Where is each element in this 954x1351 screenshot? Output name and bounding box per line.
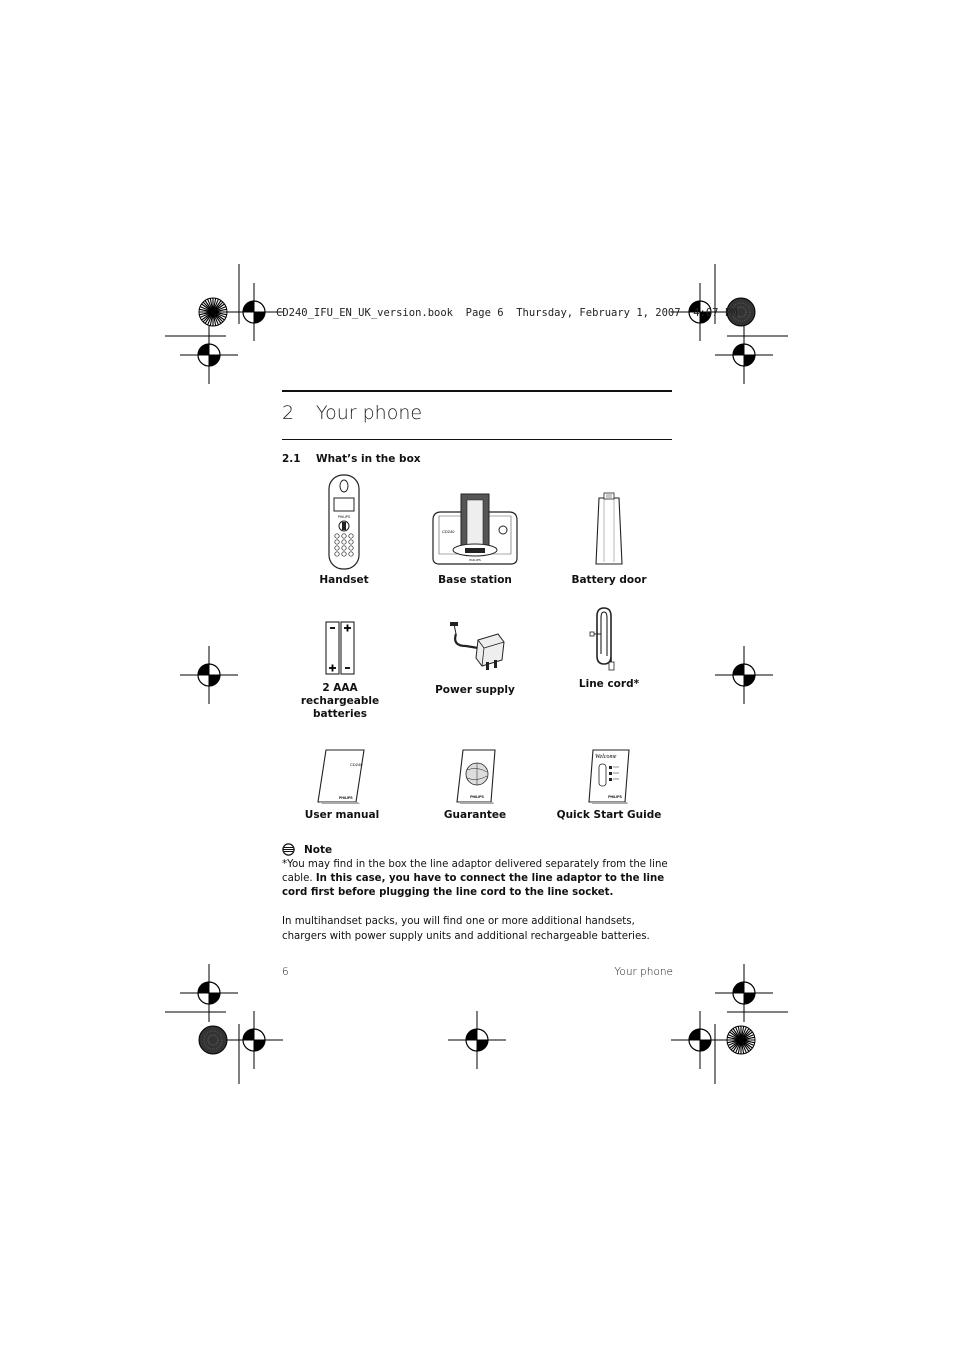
note-icon xyxy=(282,843,295,856)
print-slug-line: CD240_IFU_EN_UK_version.book Page 6 Thursday, February 1, 2007 4:07 PM xyxy=(276,307,738,319)
box-item-label: User manual xyxy=(304,809,380,821)
note-heading-text: Note xyxy=(304,843,333,856)
box-item-quick-start-guide xyxy=(543,746,675,822)
battery-door-icon xyxy=(589,492,629,570)
quick-start-guide-icon xyxy=(579,746,639,806)
manual-brand-text: PHILIPS xyxy=(339,796,353,800)
box-item-line-cord xyxy=(543,606,675,691)
line-cord-icon xyxy=(589,606,629,676)
multihandset-paragraph: In multihandset packs, you will find one or more additional handsets, chargers with power supply units and additional rechargeable batteries. xyxy=(282,916,650,942)
manual-model-text: CD240 xyxy=(350,762,363,767)
box-item-batteries xyxy=(274,620,406,721)
box-item-guarantee xyxy=(409,746,541,822)
box-item-base-station xyxy=(409,490,541,587)
box-item-label: Power supply xyxy=(435,684,515,696)
chapter-top-rule xyxy=(282,390,672,392)
note-body xyxy=(282,858,674,900)
box-item-label: Base station xyxy=(438,574,512,586)
note-text-bold: In this case, you have to connect the line adaptor to the line cord first before plugging the line cord to the line socket. xyxy=(282,873,665,898)
guide-brand-text: PHILIPS xyxy=(608,795,622,799)
box-item-label xyxy=(274,682,406,721)
box-item-battery-door xyxy=(543,492,675,587)
box-item-handset xyxy=(278,474,410,587)
user-manual-icon xyxy=(312,746,372,806)
chapter-number: 2 xyxy=(282,402,295,424)
section-number: 2.1 xyxy=(282,453,301,465)
box-item-label: Handset xyxy=(319,574,369,586)
box-item-power-supply xyxy=(409,620,541,697)
box-item-label: Guarantee xyxy=(443,809,507,821)
base-station-icon xyxy=(429,490,521,570)
chapter-title: Your phone xyxy=(316,402,423,424)
guide-welcome-text: Welcome xyxy=(595,754,617,760)
batteries-icon xyxy=(323,620,357,676)
base-brand-text: PHILIPS xyxy=(469,558,481,562)
box-item-label: Line cord* xyxy=(578,678,640,690)
base-model-text: CD240 xyxy=(442,529,455,534)
box-item-label: Battery door xyxy=(571,574,647,586)
box-item-user-manual xyxy=(276,746,408,822)
footer-chapter-title: Your phone xyxy=(614,966,673,978)
chapter-bottom-rule xyxy=(282,439,672,440)
box-item-label: Quick Start Guide xyxy=(556,809,662,821)
handset-icon xyxy=(324,474,364,570)
note-heading xyxy=(282,843,332,856)
power-supply-icon xyxy=(442,620,508,676)
batteries-label-line: rechargeable xyxy=(300,695,380,707)
guarantee-icon xyxy=(445,746,505,806)
footer-page-number: 6 xyxy=(282,966,289,978)
box-contents-grid xyxy=(276,470,676,840)
batteries-label-line: 2 AAA xyxy=(322,682,358,694)
handset-brand-text: PHILIPS xyxy=(337,515,351,519)
guarantee-brand-text: PHILIPS xyxy=(470,795,484,799)
section-title: What’s in the box xyxy=(316,453,421,465)
note-text-plain: *You may find in the box the line adaptor delivered separately from the line cable. xyxy=(282,859,668,884)
batteries-label-line: batteries xyxy=(313,708,367,720)
